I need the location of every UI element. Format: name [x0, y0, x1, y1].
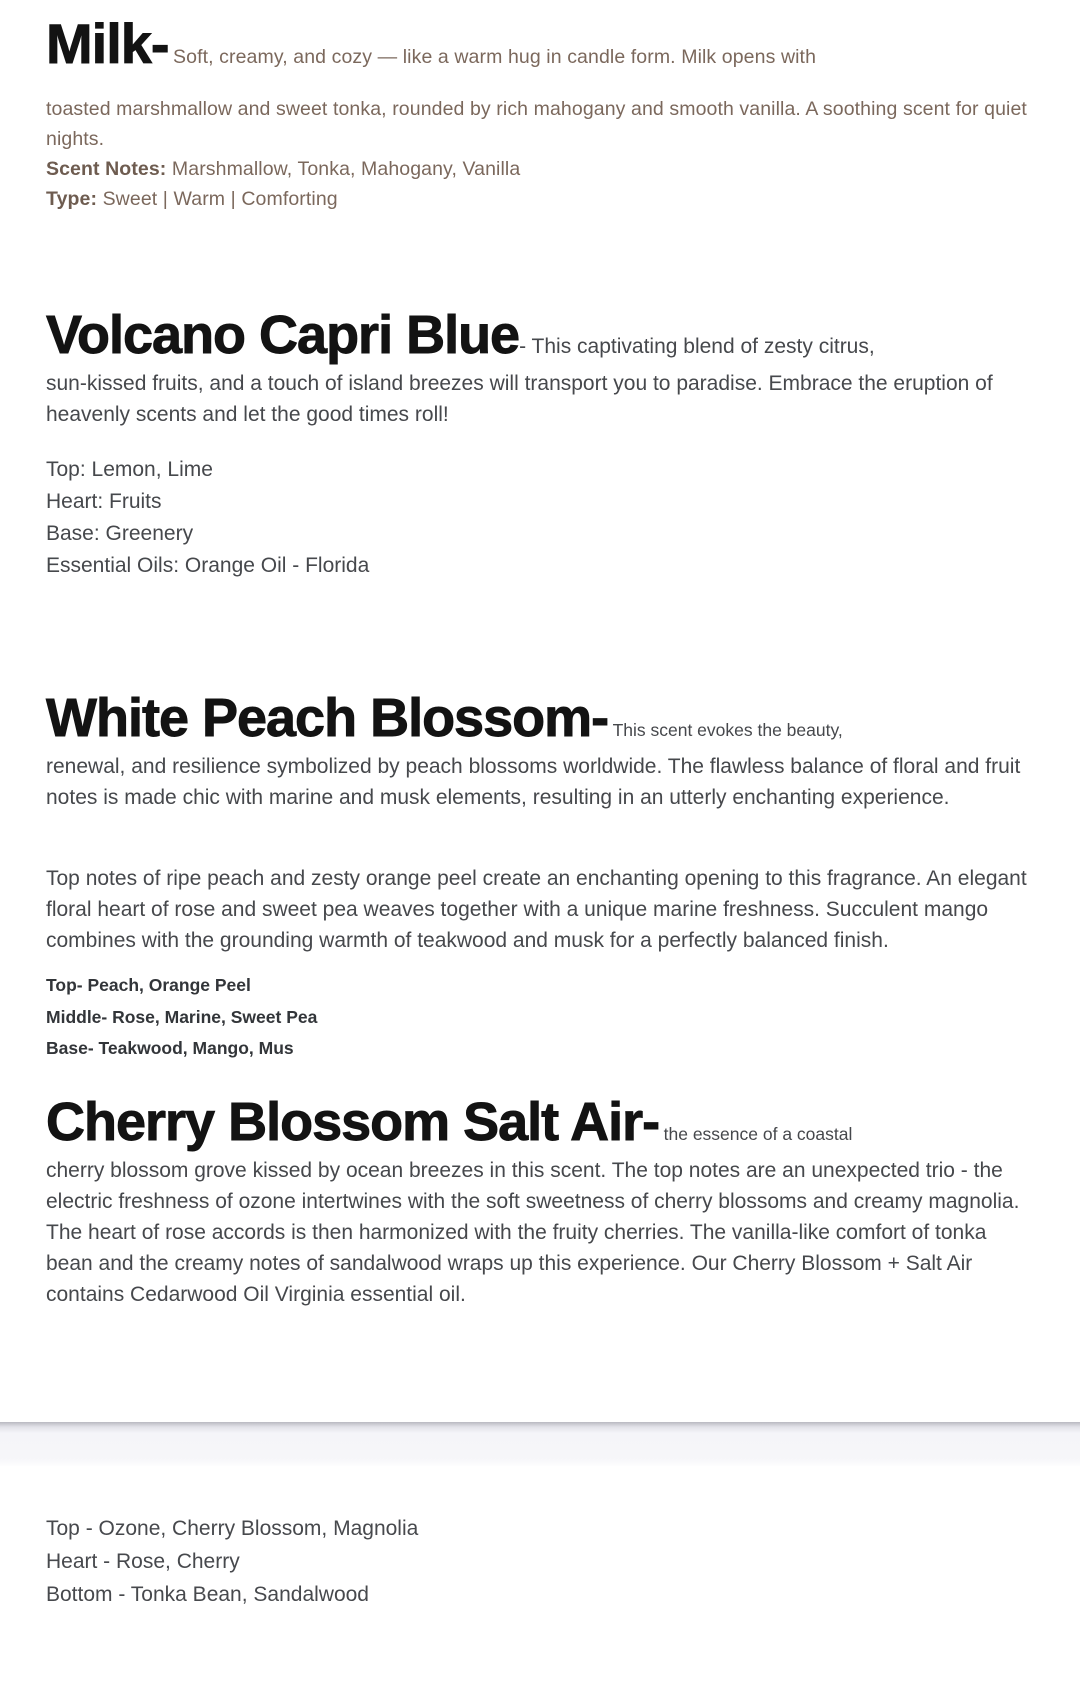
scent-section-milk	[46, 6, 1036, 214]
note-line-top: Top: Lemon, Lime	[46, 458, 213, 481]
peach-headline	[46, 685, 1036, 751]
volcano-title: Volcano Capri Blue	[46, 305, 520, 365]
bold-note-base: Base- Teakwood, Mango, Mus	[46, 1038, 294, 1058]
milk-scent-notes-line	[46, 154, 1036, 184]
bold-note-top: Top- Peach, Orange Peel	[46, 975, 251, 995]
bold-note-middle: Middle- Rose, Marine, Sweet Pea	[46, 1006, 318, 1027]
peach-description-paragraph: Top notes of ripe peach and zesty orange peel create an enchanting opening to this fragrance. An elegant floral heart of rose and sweet pea weaves together with a unique marine freshness. Succulent mango combines with the grounding warmth of teakwood and musk for a perfectly balanced finish.	[46, 867, 1027, 952]
note-line-bottom: Bottom - Tonka Bean, Sandalwood	[46, 1582, 369, 1606]
peach-title: White Peach Blossom-	[46, 688, 609, 748]
milk-title: Milk-	[46, 12, 169, 75]
type-value: Sweet | Warm | Comforting	[97, 188, 338, 210]
cherry-notes-block	[46, 1512, 1036, 1611]
volcano-headline	[46, 302, 1036, 368]
scent-section-cherry-blossom-salt-air	[46, 1089, 1036, 1310]
document-page-2	[0, 1466, 1080, 1611]
cherry-title: Cherry Blossom Salt Air-	[46, 1091, 660, 1152]
scent-notes-label: Scent Notes:	[46, 158, 167, 180]
volcano-intro-lead: - This captivating blend of zesty citrus,	[519, 335, 875, 358]
note-line-essential-oils: Essential Oils: Orange Oil - Florida	[46, 554, 370, 577]
peach-bold-notes-block	[46, 970, 1036, 1065]
scent-section-white-peach-blossom	[46, 685, 1036, 1065]
note-line-base: Base: Greenery	[46, 522, 194, 545]
scent-section-volcano-capri-blue	[46, 302, 1036, 582]
milk-type-line	[46, 184, 1036, 214]
note-line-heart: Heart - Rose, Cherry	[46, 1549, 240, 1573]
cherry-intro-lead: the essence of a coastal	[663, 1123, 853, 1144]
page-break-separator	[0, 1422, 1080, 1466]
note-line-heart: Heart: Fruits	[46, 490, 162, 513]
volcano-notes-block	[46, 454, 1036, 582]
peach-intro-rest: renewal, and resilience symbolized by peach blossoms worldwide. The flawless balance of floral and fruit notes is made chic with marine and musk elements, resulting in an utterly enchanting experience.	[46, 755, 1021, 809]
type-label: Type:	[46, 188, 98, 210]
milk-intro-rest: toasted marshmallow and sweet tonka, rounded by rich mahogany and smooth vanilla. A soothing scent for quiet nights.	[46, 98, 1027, 150]
milk-intro-lead: Soft, creamy, and cozy — like a warm hug in candle form. Milk opens with	[173, 46, 817, 68]
milk-headline	[46, 6, 1036, 82]
scent-notes-value: Marshmallow, Tonka, Mahogany, Vanilla	[166, 158, 521, 180]
peach-intro-lead: This scent evokes the beauty,	[612, 720, 843, 740]
volcano-intro-rest: sun-kissed fruits, and a touch of island breezes will transport you to paradise. Embrace the eruption of heavenly scents and let the good times roll!	[46, 372, 993, 426]
note-line-top: Top - Ozone, Cherry Blossom, Magnolia	[46, 1516, 419, 1540]
cherry-intro-rest: cherry blossom grove kissed by ocean breezes in this scent. The top notes are an unexpected trio - the electric freshness of ozone intertwines with the soft sweetness of cherry blossoms and creamy magnolia. The heart of rose accords is then harmonized with the fruity cherries. The vanilla-like comfort of tonka bean and the creamy notes of sandalwood wraps up this experience. Our Cherry Blossom + Salt Air contains Cedarwood Oil Virginia essential oil.	[46, 1158, 1020, 1306]
cherry-headline	[46, 1089, 1036, 1155]
